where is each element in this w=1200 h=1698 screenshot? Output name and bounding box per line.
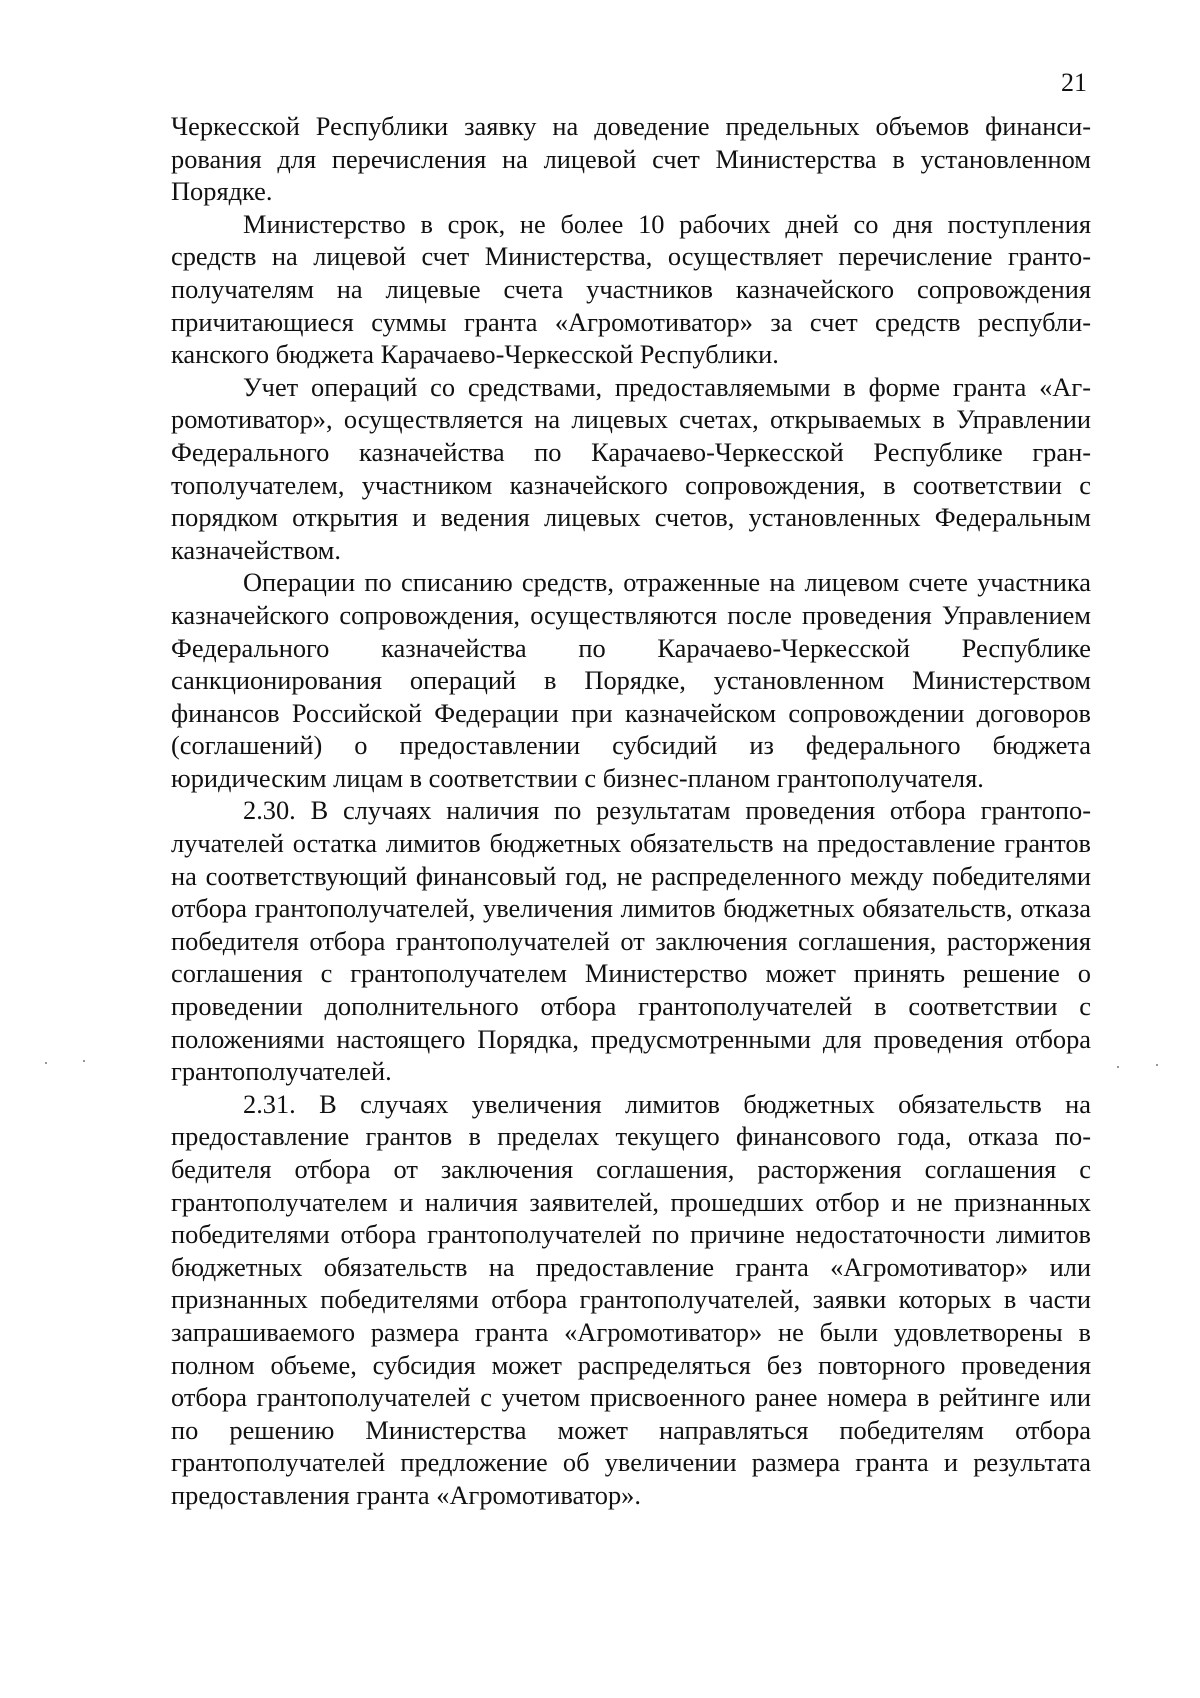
scan-speck-left-2 — [83, 1060, 85, 1062]
document-body — [171, 110, 1091, 1512]
scan-speck-left — [45, 1062, 47, 1064]
paragraph-clause-2-30: 2.30. В случаях наличия по результатам проведения отбора грантополучателей остатка лимитов бюджетных обязательств на предоставление грантов на соответствующий финансовый год, не распределенного между победителями отбора грантополучателей, увеличения лимитов бюджетных обязательств, отказа победителя отбора грантополучателей от заключения соглашения, расторжения соглашения с грантополучателем Министерство может принять решение о проведении дополнительного отбора грантополучателей в соответствии с положениями настоящего Порядка, предусмотренными для проведения отбора грантополучателей. — [171, 795, 1091, 1087]
paragraph-ministry-transfer: Министерство в срок, не более 10 рабочих дней со дня поступления средств на лицевой счет Министерства, осуществляет перечисление грантополучателям на лицевые счета участников казначейского сопровождения причитающиеся суммы гранта «Агромотиватор» за счет средств республиканского бюджета Карачаево-Черкесской Республики. — [171, 208, 1091, 370]
paragraph-clause-2-31: 2.31. В случаях увеличения лимитов бюджетных обязательств на предоставление грантов в пределах текущего финансового года, отказа победителя отбора от заключения соглашения, расторжения соглашения с грантополучателем и наличия заявителей, прошедших отбор и не признанных победителями отбора грантополучателей по причине недостаточности лимитов бюджетных обязательств на предоставление гранта «Агромотиватор» или признанных победителями отбора грантополучателей, заявки которых в части запрашиваемого размера гранта «Агромотиватор» не были удовлетворены в полном объеме, субсидия может распределяться без повторного проведения отбора грантополучателей с учетом присвоенного ранее номера в рейтинге или по решению Министерства может направляться победителям отбора грантополучателей предложение об увеличении размера гранта и результата предоставления гранта «Агромотиватор». — [171, 1088, 1091, 1510]
page-number: 21 — [1061, 68, 1087, 97]
paragraph-write-off-operations: Операции по списанию средств, отраженные на лицевом счете участника казначейского сопровождения, осуществляются после проведения Управлением Федерального казначейства по Карачаево-Черкесской Республике санкционирования операций в Порядке, установленном Министерством финансов Российской Федерации при казначейском сопровождении договоров (соглашений) о предоставлении субсидий из федерального бюджета юридическим лицам в соответствии с бизнес-планом грантополучателя. — [171, 567, 1091, 793]
scan-speck-right — [1117, 1066, 1119, 1068]
paragraph-continuation: Черкесской Республики заявку на доведение предельных объемов финансирования для перечисления на лицевой счет Министерства в установленном Порядке. — [171, 111, 1091, 207]
scan-speck-right-2 — [1156, 1064, 1158, 1066]
paragraph-accounting: Учет операций со средствами, предоставляемыми в форме гранта «Агромотиватор», осуществляется на лицевых счетах, открываемых в Управлении Федерального казначейства по Карачаево-Черкесской Республике грантополучателем, участником казначейского сопровождения, в соответствии с порядком открытия и ведения лицевых счетов, установленных Федеральным казначейством. — [171, 371, 1091, 565]
